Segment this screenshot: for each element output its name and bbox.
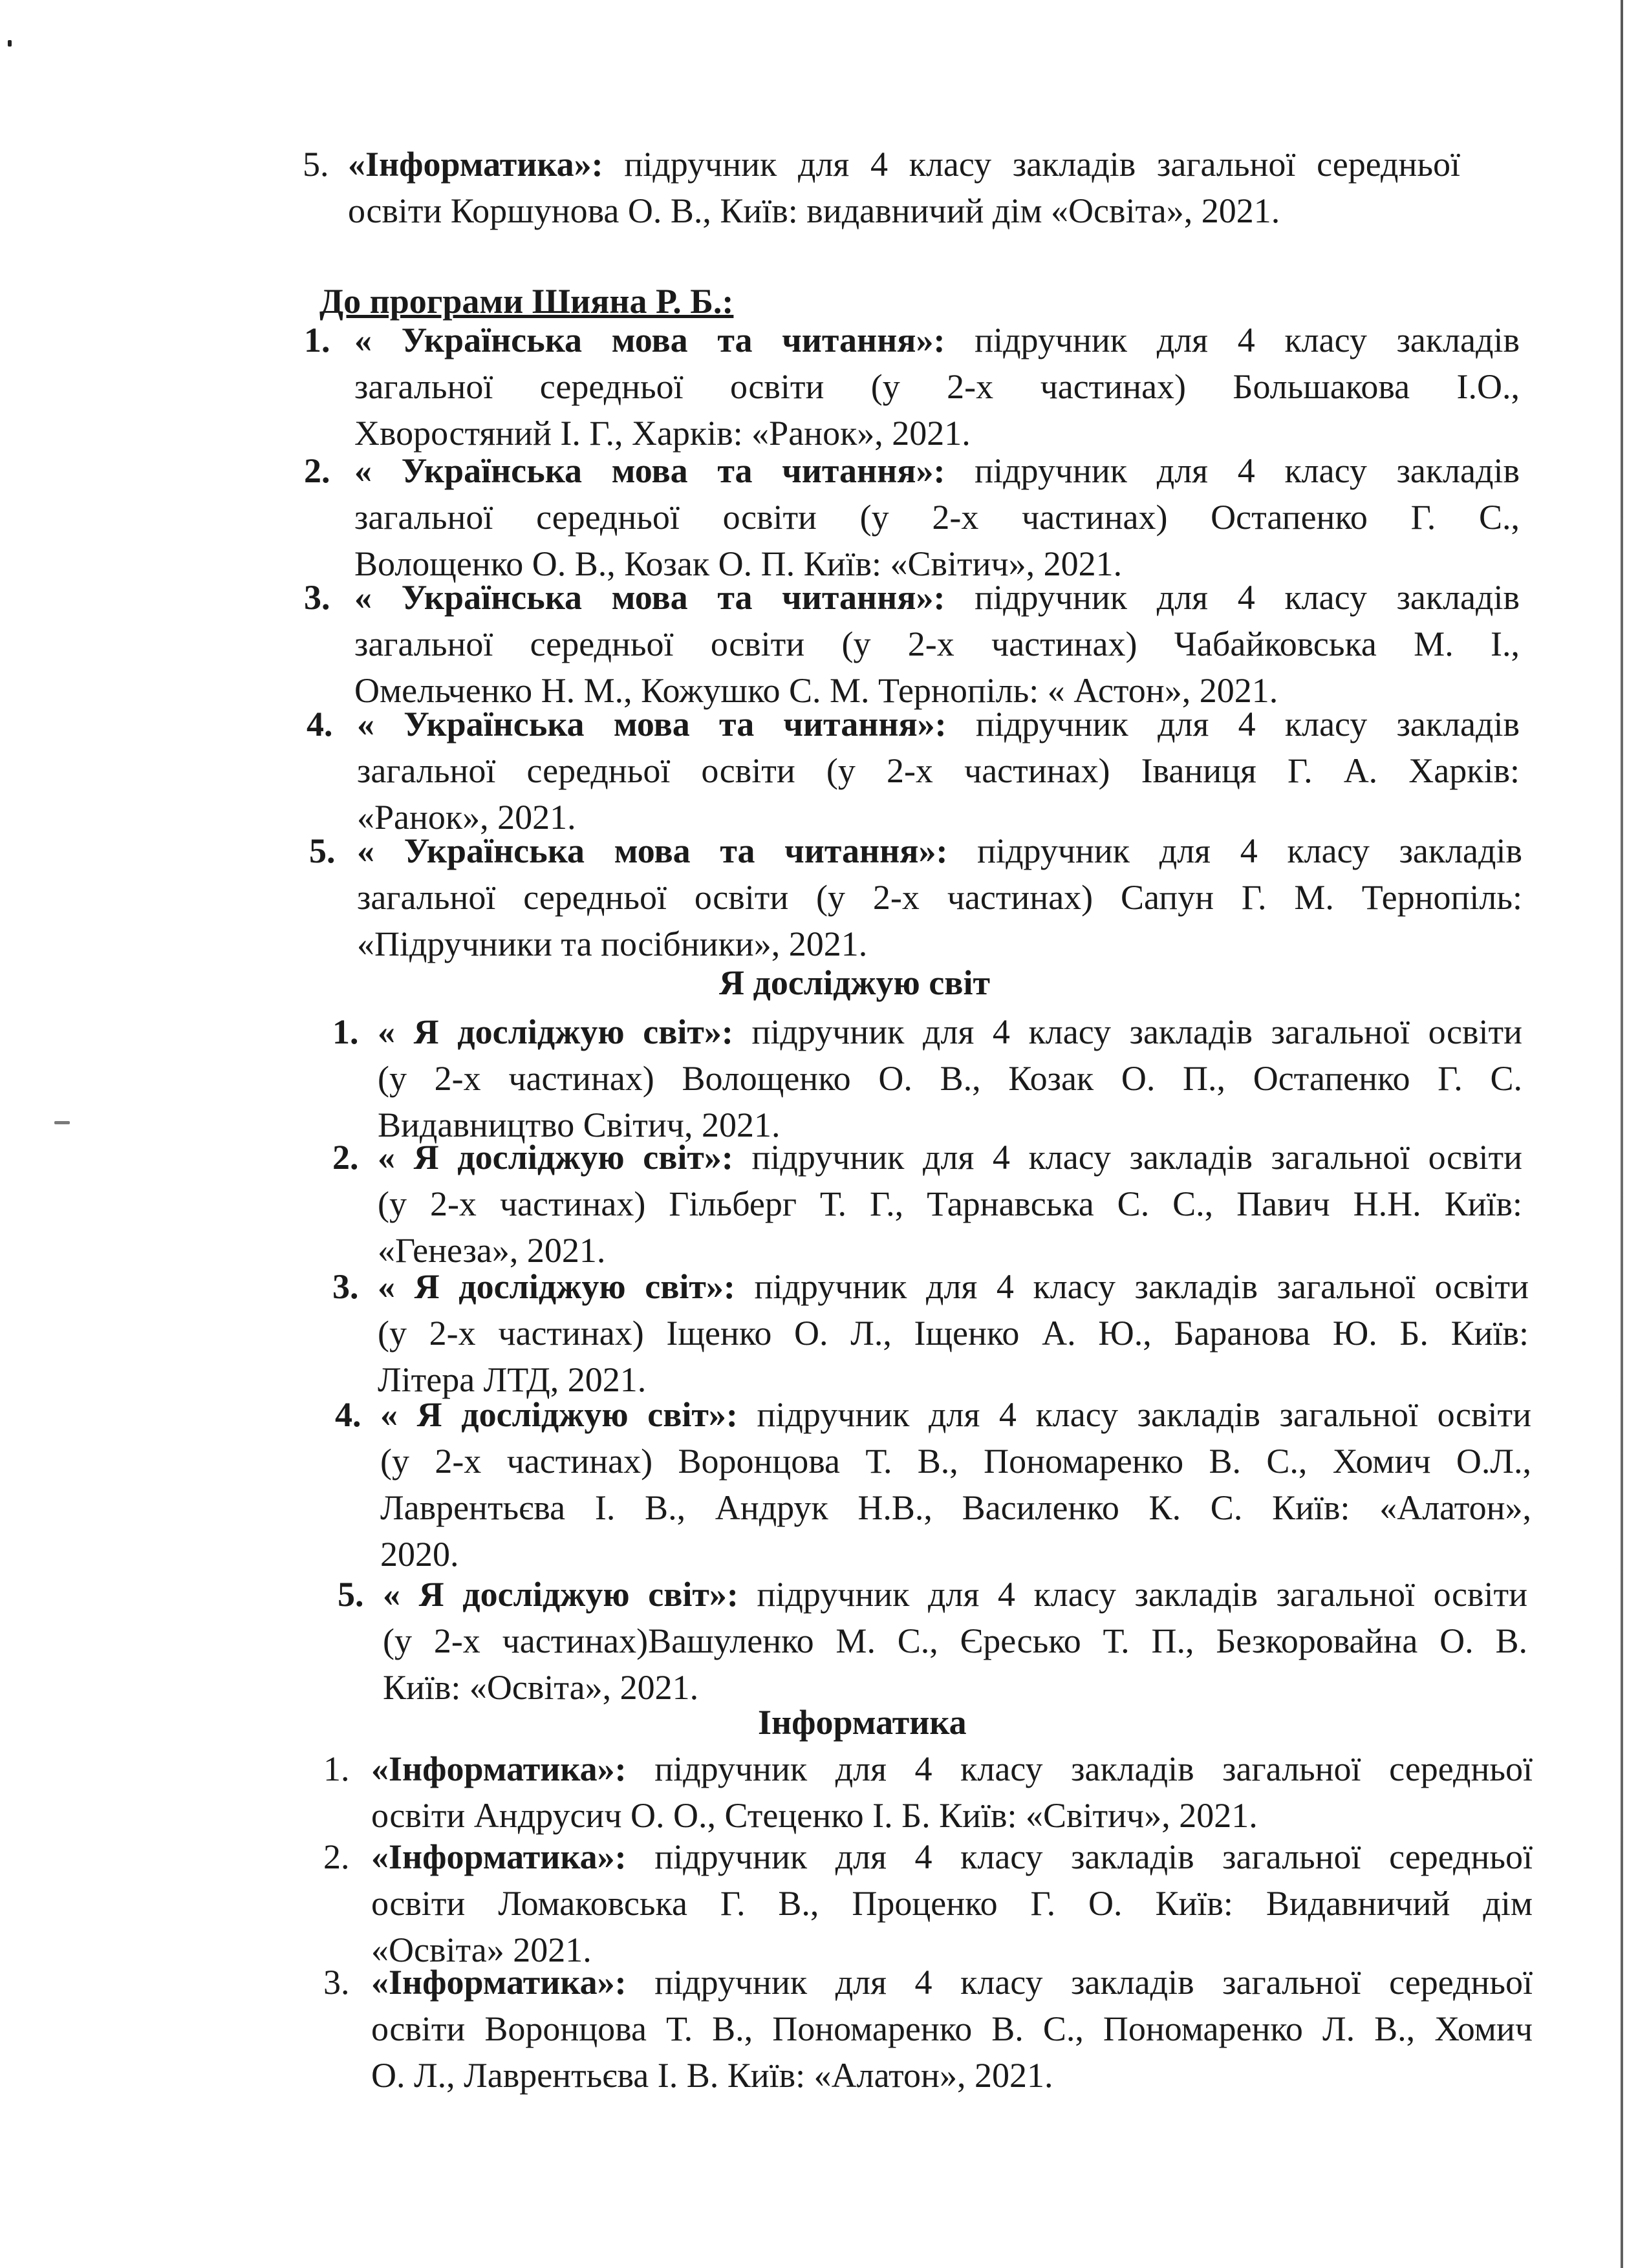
item-text: «Генеза», 2021. [378,1231,606,1270]
list-item-number: 4. [335,1395,361,1434]
section-heading-program: До програми Шияна Р. Б.: [319,282,734,321]
item-text: підручник для 4 класу закладів [945,578,1520,617]
item-text: Київ: «Освіта», 2021. [383,1668,699,1707]
scan-speck [8,40,12,47]
item-title: « Українська мова та читання»: [357,831,948,870]
item-text: «Підручники та посібники», 2021. [357,925,868,963]
item-title: « Я досліджую світ»: [380,1395,738,1434]
list-item-number: 3. [304,578,330,617]
list-item-number: 2. [304,451,330,490]
item-title: « Я досліджую світ»: [378,1267,735,1306]
list-item-number: 1. [323,1749,350,1788]
section-heading-informatics: Інформатика [758,1703,967,1742]
item-text: Хворостяний І. Г., Харків: «Ранок», 2021. [354,414,971,453]
list-item-number: 5. [309,831,336,870]
item-text: підручник для 4 класу закладів загальної освіти [733,1138,1522,1177]
item-title: « Українська мова та читання»: [354,578,945,617]
list-item [378,1134,1522,1274]
list-item-number: 4. [307,705,333,744]
item-title: «Інформатика»: [348,145,603,184]
item-text: Видавництво Світич, 2021. [378,1106,781,1144]
item-text: підручник для 4 класу закладів загальної середньої [626,1749,1533,1788]
item-text: підручник для 4 класу закладів загальної середньої [626,1963,1533,2002]
item-text: підручник для 4 класу закладів загальної середньої [626,1837,1533,1876]
item-text: 2020. [380,1535,459,1574]
list-item [383,1571,1527,1711]
list-item-number: 1. [332,1012,359,1051]
list-item-number: 3. [332,1267,359,1306]
list-item-number: 5. [338,1575,364,1614]
item-title: «Інформатика»: [371,1963,627,2002]
list-item-number: 5. [303,145,329,184]
item-text: «Ранок», 2021. [357,798,576,837]
item-text: (у 2-х частинах) Іщенко О. Л., Іщенко А. Ю., Баранова Ю. Б. Київ: [378,1314,1529,1353]
item-text: (у 2-х частинах) Гільберг Т. Г., Тарнавська С. С., Павич Н.Н. Київ: [378,1184,1522,1223]
item-title: «Інформатика»: [371,1837,627,1876]
item-title: « Я досліджую світ»: [383,1575,738,1614]
list-item-number: 2. [332,1138,359,1177]
item-text: (у 2-х частинах)Вашуленко М. С., Єресько Т. П., Безкоровайна О. В. [383,1621,1527,1660]
item-text: Лаврентьєва І. В., Андрук Н.В., Василенко К. С. Київ: «Алатон», [380,1488,1531,1527]
list-item [371,1746,1533,1839]
list-item [348,141,1460,234]
item-text: Волощенко О. В., Козак О. П. Київ: «Світич», 2021. [354,544,1123,583]
list-item [354,447,1520,587]
scan-edge-line [1621,0,1623,2268]
section-heading-explore: Я досліджую світ [719,963,990,1002]
item-text: Омельченко Н. М., Кожушко С. М. Тернопіль: « Астон», 2021. [354,671,1278,710]
list-item [371,1959,1533,2099]
item-title: « Українська мова та читання»: [354,321,945,359]
item-text: загальної середньої освіти (у 2-х частинах) Остапенко Г. С., [354,498,1520,537]
item-text: підручник для 4 класу закладів [945,321,1520,359]
item-text: освіти Коршунова О. В., Київ: видавничий дім «Освіта», 2021. [348,191,1280,230]
item-text: підручник для 4 класу закладів [946,705,1520,744]
list-item [357,828,1522,967]
item-text: (у 2-х частинах) Волощенко О. В., Козак О. П., Остапенко Г. С. [378,1059,1522,1098]
item-text: загальної середньої освіти (у 2-х частинах) Большакова І.О., [354,367,1520,406]
list-item [354,317,1520,456]
list-item-number: 2. [323,1837,350,1876]
scan-speck [54,1121,70,1124]
item-text: освіти Ломаковська Г. В., Проценко Г. О. Київ: Видавничий дім [371,1884,1533,1923]
item-text: «Освіта» 2021. [371,1931,592,1969]
list-item [378,1263,1529,1403]
item-text: підручник для 4 класу закладів [947,831,1523,870]
item-text: освіти Андрусич О. О., Стеценко І. Б. Київ: «Світич», 2021. [371,1796,1258,1835]
item-text: підручник для 4 класу закладів загальної освіти [738,1575,1527,1614]
list-item [378,1009,1522,1148]
item-text: підручник для 4 класу закладів загальної середньої [603,145,1460,184]
list-item-number: 3. [323,1963,350,2002]
list-item [371,1834,1533,1973]
list-item-number: 1. [304,321,330,359]
item-text: Літера ЛТД, 2021. [378,1360,647,1399]
item-title: « Я досліджую світ»: [378,1012,733,1051]
item-title: « Українська мова та читання»: [357,705,947,744]
item-text: підручник для 4 класу закладів загальної освіти [733,1012,1522,1051]
list-item [354,574,1520,714]
item-text: загальної середньої освіти (у 2-х частинах) Чабайковська М. І., [354,625,1520,663]
list-item [380,1391,1531,1578]
item-title: « Українська мова та читання»: [354,451,945,490]
item-text: освіти Воронцова Т. В., Пономаренко В. С., Пономаренко Л. В., Хомич [371,2009,1533,2048]
item-text: загальної середньої освіти (у 2-х частинах) Іваниця Г. А. Харків: [357,751,1520,790]
item-text: загальної середньої освіти (у 2-х частинах) Сапун Г. М. Тернопіль: [357,878,1522,917]
item-text: підручник для 4 класу закладів [945,451,1520,490]
item-text: підручник для 4 класу закладів загальної освіти [735,1267,1529,1306]
list-item [357,701,1520,840]
item-text: О. Л., Лаврентьєва І. В. Київ: «Алатон», 2021. [371,2056,1053,2095]
item-title: «Інформатика»: [371,1749,627,1788]
item-text: підручник для 4 класу закладів загальної освіти [737,1395,1531,1434]
item-title: « Я досліджую світ»: [378,1138,733,1177]
item-text: (у 2-х частинах) Воронцова Т. В., Пономаренко В. С., Хомич О.Л., [380,1442,1531,1481]
